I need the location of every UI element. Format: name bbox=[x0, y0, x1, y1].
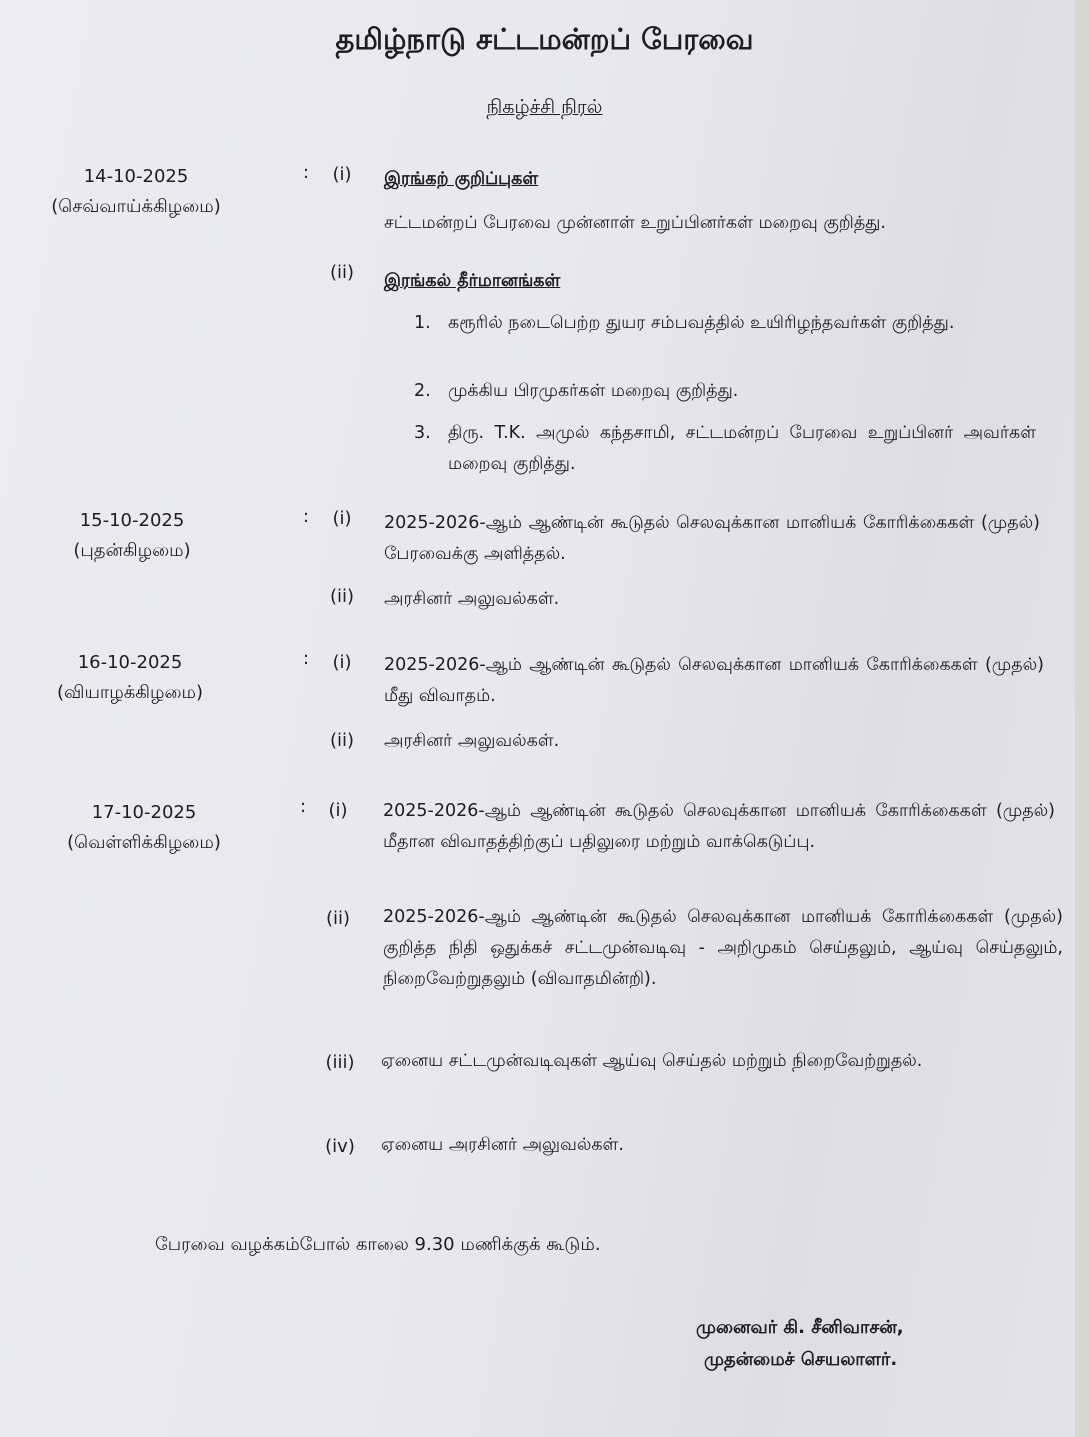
colon: : bbox=[303, 162, 310, 183]
footer-note: பேரவை வழக்கம்போல் காலை 9.30 மணிக்குக் கூடும். bbox=[155, 1234, 601, 1255]
colon: : bbox=[303, 506, 310, 527]
date: 15-10-2025 bbox=[79, 510, 185, 531]
item-text: சட்டமன்றப் பேரவை முன்னாள் உறுப்பினர்கள் மறைவு குறித்து. bbox=[384, 213, 886, 233]
item-text: அரசினர் அலுவல்கள். bbox=[384, 731, 560, 751]
subitem-text: கரூரில் நடைபெற்ற துயர சம்பவத்தில் உயிரிழந்தவர்கள் குறித்து. bbox=[448, 313, 955, 333]
item-number: (i) bbox=[332, 652, 352, 673]
item-number: (i) bbox=[332, 164, 352, 185]
item-number: (ii) bbox=[329, 730, 355, 751]
item-text: 2025-2026-ஆம் ஆண்டின் கூடுதல் செலவுக்கான மானியக் கோரிக்கைகள் (முதல்) பேரவைக்கு அளித்தல். bbox=[384, 513, 1040, 564]
day-date bbox=[10, 648, 250, 708]
subitem-number: 3. bbox=[414, 423, 431, 443]
subitem-number: 2. bbox=[414, 381, 431, 401]
item-text: அரசினர் அலுவல்கள். bbox=[384, 589, 560, 609]
date: 14-10-2025 bbox=[83, 166, 189, 187]
colon: : bbox=[300, 796, 307, 817]
day-date bbox=[24, 798, 264, 858]
item-number: (ii) bbox=[329, 586, 355, 607]
item-number: (ii) bbox=[329, 262, 355, 283]
item-text: 2025-2026-ஆம் ஆண்டின் கூடுதல் செலவுக்கான மானியக் கோரிக்கைகள் (முதல்) குறித்த நிதி ஒதுக்கச் சட்டமுன்வடிவு - அறிமுகம் செய்தலும், ஆய்வு செய்தலும், நிறைவேற்றுதலும் (விவாதமின்றி). bbox=[383, 907, 1063, 989]
day-date bbox=[12, 506, 252, 566]
signatory-name: முனைவர் கி. சீனிவாசன், bbox=[696, 1317, 904, 1338]
weekday: (வியாழக்கிழமை) bbox=[56, 682, 204, 703]
day-date bbox=[16, 162, 256, 222]
signature-block bbox=[696, 1312, 904, 1376]
item-number: (iii) bbox=[325, 1052, 355, 1073]
document-subtitle: நிகழ்ச்சி நிரல் bbox=[486, 96, 603, 118]
item-number: (ii) bbox=[325, 908, 351, 929]
item-number: (i) bbox=[332, 508, 352, 529]
item-text: 2025-2026-ஆம் ஆண்டின் கூடுதல் செலவுக்கான மானியக் கோரிக்கைகள் (முதல்) மீது விவாதம். bbox=[384, 655, 1044, 706]
date: 16-10-2025 bbox=[77, 652, 183, 673]
page-edge bbox=[1075, 0, 1089, 1437]
subitem-number: 1. bbox=[414, 313, 431, 333]
item-text: ஏனைய சட்டமுன்வடிவுகள் ஆய்வு செய்தல் மற்றும் நிறைவேற்றுதல். bbox=[381, 1051, 923, 1071]
subitem-text: திரு. T.K. அமுல் கந்தசாமி, சட்டமன்றப் பேரவை உறுப்பினர் அவர்கள் மறைவு குறித்து. bbox=[448, 423, 1036, 474]
item-heading: இரங்கல் தீர்மானங்கள் bbox=[384, 271, 561, 291]
colon: : bbox=[303, 648, 310, 669]
item-text: 2025-2026-ஆம் ஆண்டின் கூடுதல் செலவுக்கான மானியக் கோரிக்கைகள் (முதல்) மீதான விவாதத்திற்குப் பதிலுரை மற்றும் வாக்கெடுப்பு. bbox=[383, 801, 1055, 852]
item-number: (i) bbox=[328, 800, 348, 821]
date: 17-10-2025 bbox=[91, 802, 197, 823]
weekday: (புதன்கிழமை) bbox=[73, 540, 191, 561]
weekday: (செவ்வாய்க்கிழமை) bbox=[51, 196, 221, 217]
item-number: (iv) bbox=[325, 1136, 355, 1157]
document-title: தமிழ்நாடு சட்டமன்றப் பேரவை bbox=[335, 22, 754, 56]
weekday: (வெள்ளிக்கிழமை) bbox=[67, 832, 221, 853]
item-heading: இரங்கற் குறிப்புகள் bbox=[384, 169, 539, 189]
item-text: ஏனைய அரசினர் அலுவல்கள். bbox=[381, 1135, 624, 1155]
subitem-text: முக்கிய பிரமுகர்கள் மறைவு குறித்து. bbox=[448, 381, 739, 401]
signatory-designation: முதன்மைச் செயலாளர். bbox=[704, 1349, 898, 1370]
